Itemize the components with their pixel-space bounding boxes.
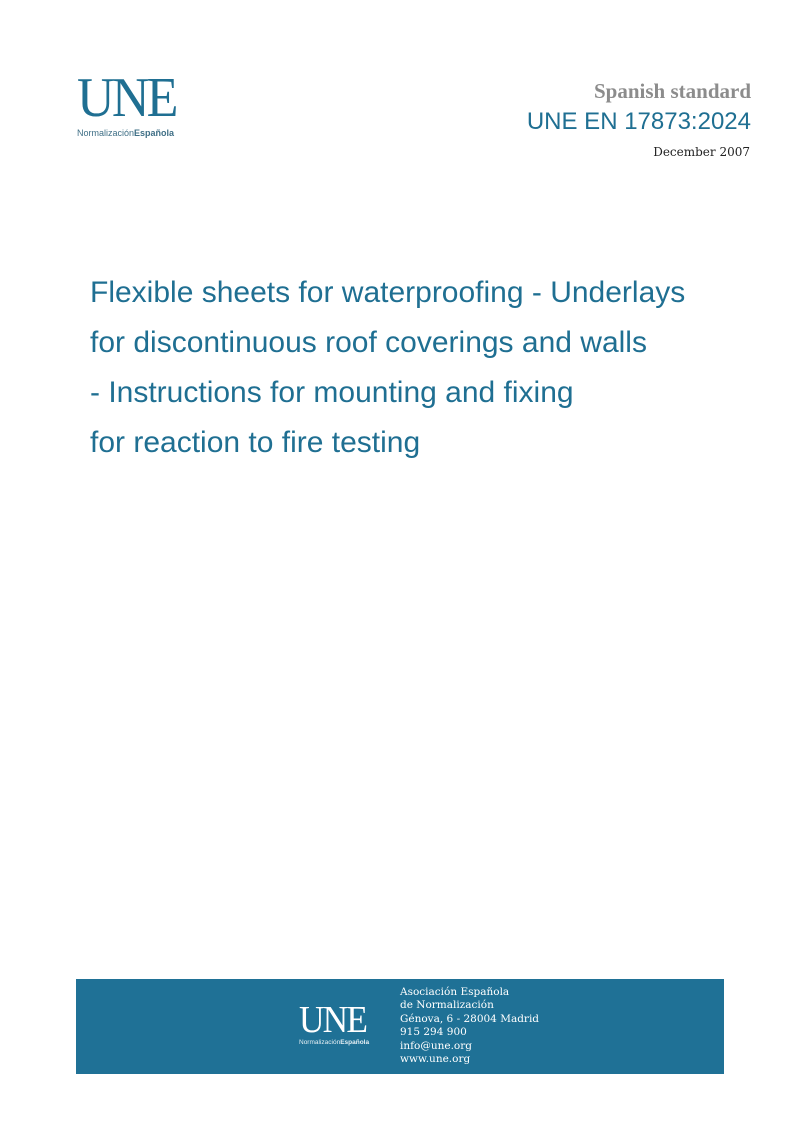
logo-subtitle-part2: Española xyxy=(134,128,175,138)
footer-logo-subtitle-part2: Española xyxy=(340,1039,370,1046)
logo-subtitle xyxy=(77,128,197,138)
footer-logo-subtitle-part1: Normalización xyxy=(299,1039,341,1046)
standard-code: UNE EN 17873:2024 xyxy=(526,108,751,135)
publication-date: December 2007 xyxy=(653,145,750,159)
footer-une-logo xyxy=(299,999,389,1046)
organization-name-line1: Asociación Española xyxy=(400,986,510,998)
document-header xyxy=(527,78,751,160)
document-title xyxy=(90,268,780,468)
organization-address: Génova, 6 - 28004 Madrid xyxy=(400,1012,540,1025)
title-line: for reaction to fire testing xyxy=(90,426,421,459)
organization-contact xyxy=(400,986,539,1066)
organization-name-line2: de Normalización xyxy=(400,999,494,1012)
une-logo xyxy=(77,67,197,138)
title-line: Flexible sheets for waterproofing - Underlays xyxy=(90,276,686,309)
logo-wordmark: UNE xyxy=(77,67,176,129)
document-type: Spanish standard xyxy=(594,79,751,103)
footer-logo-wordmark: UNE xyxy=(299,999,367,1041)
organization-phone: 915 294 900 xyxy=(400,1026,467,1039)
title-line: - Instructions for mounting and fixing xyxy=(90,376,574,409)
footer-band xyxy=(76,979,724,1074)
organization-website: www.une.org xyxy=(400,1053,471,1066)
organization-email: info@une.org xyxy=(400,1039,472,1052)
logo-subtitle-part1: Normalización xyxy=(77,128,135,138)
title-line: for discontinuous roof coverings and walls xyxy=(90,326,647,359)
